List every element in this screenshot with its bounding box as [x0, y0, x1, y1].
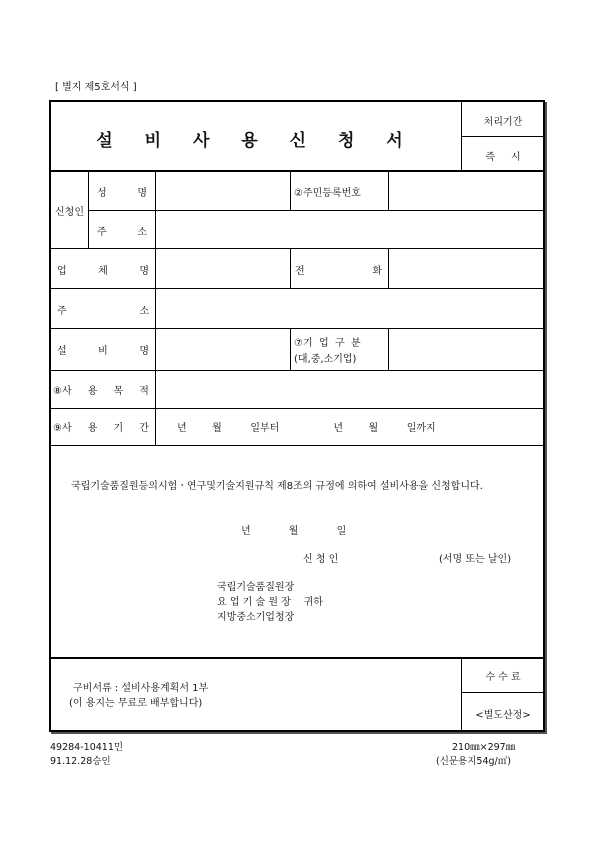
form-number-tag: [ 별지 제5호서식 ]	[55, 82, 137, 93]
row-line	[51, 657, 545, 659]
recipient-line: 지방중소기업청장	[217, 612, 295, 623]
period-text: 년 월 일부터 년 월 일까지	[177, 423, 436, 434]
purpose-label: ⑧사 용 목 적	[53, 386, 149, 397]
application-form	[49, 100, 545, 732]
approval-date: 91.12.28승인	[50, 756, 111, 767]
applicant-line: 신 청 인	[303, 554, 339, 565]
col-line	[290, 248, 291, 288]
row-line	[88, 210, 545, 211]
free-distribution-note: (이 용지는 무료로 배부합니다)	[69, 698, 203, 709]
processing-divider	[461, 136, 545, 137]
date-line: 년 월 일	[241, 526, 347, 537]
period-label: ⑨사 용 기 간	[53, 423, 149, 434]
row-line	[51, 248, 545, 249]
company-type-label: ⑦기 업 구 분	[294, 338, 361, 349]
row-line	[51, 170, 545, 172]
company-type-sublabel: (대,중,소기업)	[294, 354, 357, 365]
row-line	[51, 445, 545, 446]
phone-label: 전 화	[295, 266, 382, 277]
row-line	[51, 288, 545, 289]
signature-note: (서명 또는 날인)	[439, 554, 512, 565]
company-name-label: 업 체 명	[57, 266, 149, 277]
fee-divider	[461, 692, 545, 693]
name-label: 성 명	[97, 188, 147, 199]
col-line	[155, 170, 156, 445]
col-line	[88, 170, 89, 248]
address-label: 주 소	[57, 306, 149, 317]
recipient-line: 국립기술품질원장	[217, 582, 295, 593]
fee-label: 수 수 료	[485, 672, 521, 683]
col-line	[388, 248, 389, 288]
col-line	[290, 170, 291, 210]
paper-type: (신문용지54g/㎡)	[436, 756, 511, 767]
row-line	[51, 408, 545, 409]
applicant-label: 신청인	[55, 207, 84, 218]
col-line	[290, 328, 291, 370]
row-line	[51, 370, 545, 371]
required-docs-text: 구비서류 : 설비사용계획서 1부	[73, 683, 209, 694]
fee-value: <별도산정>	[475, 710, 531, 721]
equipment-name-label: 설 비 명	[57, 346, 149, 357]
statement-text: 국립기술품질원등의시험ㆍ연구및기술지원규칙 제8조의 규정에 의하여 설비사용을 신청합니다.	[71, 481, 483, 492]
processing-period-label: 처리기간	[483, 117, 523, 128]
resident-number-label: ②주민등록번호	[294, 188, 361, 199]
applicant-address-label: 주 소	[97, 227, 147, 238]
row-line	[51, 328, 545, 329]
form-title: 설 비 사 용 신 청 서	[96, 131, 416, 151]
processing-period-value: 즉 시	[485, 152, 521, 163]
form-code: 49284-10411민	[50, 742, 124, 753]
recipient-line: 요 업 기 술 원 장 귀하	[217, 597, 323, 608]
col-line	[388, 328, 389, 370]
paper-size: 210㎜×297㎜	[452, 742, 516, 753]
col-line	[388, 170, 389, 210]
